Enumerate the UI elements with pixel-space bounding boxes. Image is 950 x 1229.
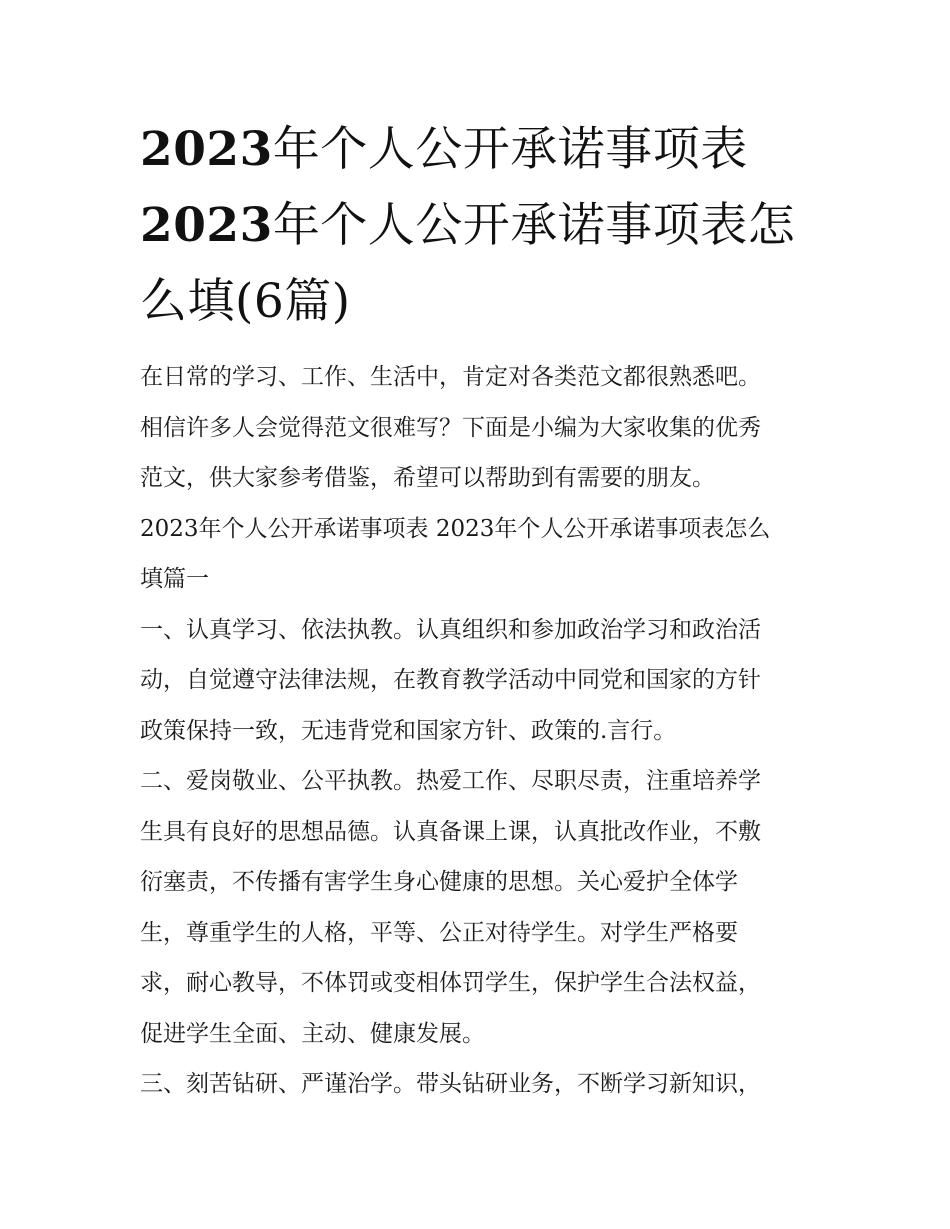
text-line: 求，耐心教导，不体罚或变相体罚学生，保护学生合法权益，: [140, 970, 761, 996]
text-line: 二、爱岗敬业、公平执教。热爱工作、尽职尽责，注重培养学: [140, 768, 761, 794]
text-line: 2023年个人公开承诺事项表 2023年个人公开承诺事项表怎么: [140, 515, 771, 542]
text-line: 政策保持一致，无违背党和国家方针、政策的.言行。: [140, 717, 677, 744]
document-title: [140, 112, 815, 340]
title-year: 2023: [140, 122, 273, 177]
title-line-2: [140, 188, 815, 264]
document-page: [140, 112, 815, 1110]
title-year: 2023: [140, 198, 273, 253]
text-line: 生，尊重学生的人格，平等、公正对待学生。对学生严格要: [140, 919, 738, 946]
title-text: 年个人公开承诺事项表: [272, 122, 748, 177]
text-line: 填篇一: [140, 566, 209, 592]
text-line: 一、认真学习、依法执教。认真组织和参加政治学习和政治活: [140, 616, 761, 643]
title-line-1: [140, 112, 815, 188]
text-line: 促进学生全面、主动、健康发展。: [140, 1020, 485, 1047]
title-text: 么填(6篇): [140, 274, 351, 329]
text-line: 生具有良好的思想品德。认真备课上课，认真批改作业，不敷: [140, 818, 761, 845]
title-text: 年个人公开承诺事项表怎: [272, 198, 796, 253]
text-line: 动，自觉遵守法律法规，在教育教学活动中同党和国家的方针: [140, 667, 761, 693]
item-paragraph-1: [140, 605, 815, 757]
item-paragraph-3: [140, 1059, 815, 1110]
text-line: 范文，供大家参考借鉴，希望可以帮助到有需要的朋友。: [140, 465, 715, 491]
text-line: 三、刻苦钻研、严谨治学。带头钻研业务，不断学习新知识，: [140, 1071, 761, 1097]
text-line: 衍塞责，不传播有害学生身心健康的思想。关心爱护全体学: [140, 869, 738, 895]
text-line: 相信许多人会觉得范文很难写？下面是小编为大家收集的优秀: [140, 414, 761, 441]
title-line-3: [140, 264, 815, 340]
text-line: 在日常的学习、工作、生活中，肯定对各类范文都很熟悉吧。: [140, 364, 761, 390]
item-paragraph-2: [140, 756, 815, 1059]
intro-paragraph: [140, 352, 815, 504]
document-body: [140, 352, 815, 1110]
section-heading: [140, 504, 815, 605]
